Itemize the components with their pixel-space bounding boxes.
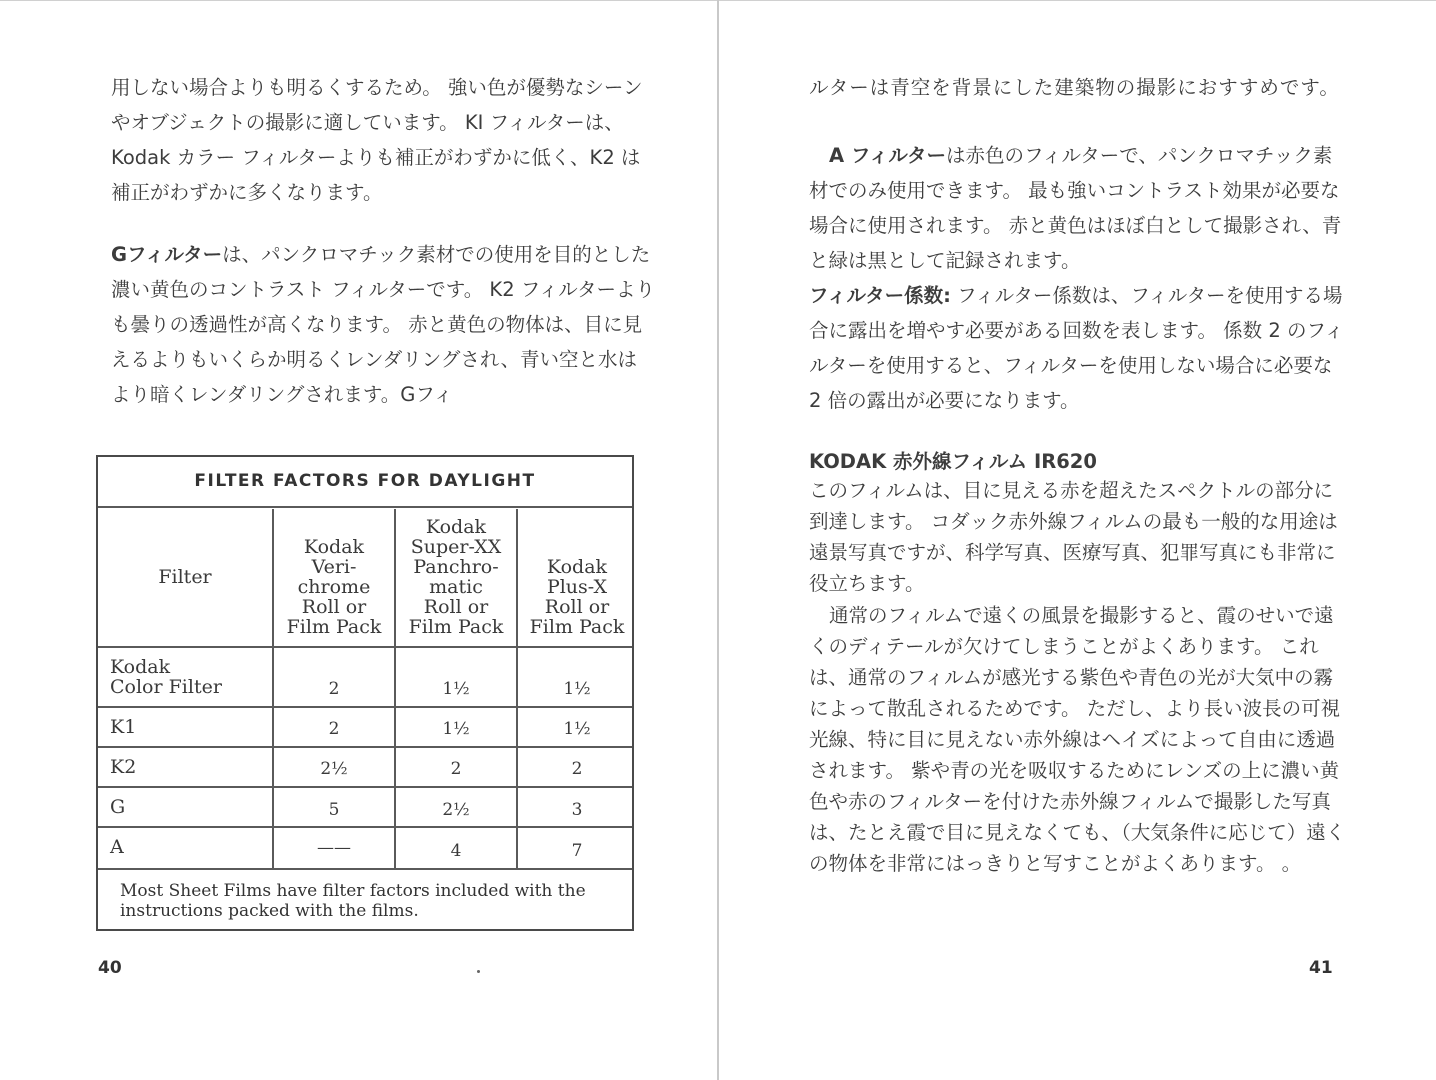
table-cell: 5 xyxy=(328,800,340,820)
table-cell: 2 xyxy=(328,719,340,739)
table-cell: 2½ xyxy=(442,800,470,820)
table-cell: 1½ xyxy=(563,679,591,699)
row-label: A xyxy=(110,836,124,858)
a-filter-text: は赤色のフィルターで、パンクロマチック素材でのみ使用できます。 最も強いコントラスト効果が必要な場合に使用されます。 赤と黄色はほぼ白として撮影され、青と緑は黒として記録されます。 xyxy=(809,144,1342,272)
row-label: Kodak Color Filter xyxy=(110,656,222,698)
header-plus-x: Kodak Plus-X Roll or Film Pack xyxy=(529,556,625,638)
g-filter-text: は、パンクロマチック素材での使用を目的とした濃い黄色のコントラスト フィルターです。 K2 フィルターよりも曇りの透過性が高くなります。 赤と黄色の物体は、目に見えるよりもいくらか明るくレンダリングされ、青い空と水はより暗くレンダリングされます。Gフィ xyxy=(111,243,655,406)
table-cell: 4 xyxy=(450,841,462,861)
right-paragraph-1: ルターは青空を背景にした建築物の撮影におすすめです。 xyxy=(809,76,1340,99)
right-paragraph-2 xyxy=(809,138,1349,278)
table-rule xyxy=(98,826,632,828)
header-filter: Filter xyxy=(158,566,212,588)
header-verichrome: Kodak Veri- chrome Roll or Film Pack xyxy=(286,536,382,638)
table-rule xyxy=(98,706,632,708)
table-rule xyxy=(98,646,632,648)
g-filter-term: Gフィルター xyxy=(111,243,223,266)
table-rule xyxy=(98,786,632,788)
filter-factor-term: フィルター係数: xyxy=(809,284,951,307)
right-paragraph-5: 通常のフィルムで遠くの風景を撮影すると、霞のせいで遠くのディテールが欠けてしまうことがよくあります。 これは、通常のフィルムが感光する紫色や青色の光が大気中の霧によって散乱されるためです。 ただし、より長い波長の可視光線、特に目に見えない赤外線はヘイズによって自由に透過されます。 紫や青の光を吸収するためにレンズの上に濃い黄色や赤のフィルターを付けた赤外線フィルムで撮影した写真は、たとえ霞で目に見えなくても、（大気条件に応じて）遠くの物体を非常にはっきりと写すことがよくあります。 。 xyxy=(809,604,1346,875)
table-rule xyxy=(98,868,632,870)
filter-factors-table xyxy=(96,455,634,931)
row-label: K2 xyxy=(110,756,137,778)
table-cell: 2½ xyxy=(320,759,348,779)
left-paragraph-2 xyxy=(111,237,656,412)
page-speck xyxy=(477,970,480,973)
page-number-left: 40 xyxy=(98,958,122,978)
table-title: FILTER FACTORS FOR DAYLIGHT xyxy=(194,471,536,491)
row-label: K1 xyxy=(110,716,137,738)
table-cell: 1½ xyxy=(442,719,470,739)
table-cell: 2 xyxy=(450,759,462,779)
right-page xyxy=(719,0,1436,1080)
left-page xyxy=(0,0,717,1080)
header-super-xx: Kodak Super-XX Panchro- matic Roll or Film Pack xyxy=(408,516,504,638)
table-rule xyxy=(98,746,632,748)
table-footnote: Most Sheet Films have filter factors included with the instructions packed with the films. xyxy=(120,881,586,921)
table-cell: 2 xyxy=(571,759,583,779)
page-number-right: 41 xyxy=(1309,958,1333,978)
section-heading: KODAK 赤外線フィルム IR620 xyxy=(809,450,1097,473)
table-cell: —— xyxy=(317,838,351,858)
filter-factor-text: フィルター係数は、フィルターを使用する場合に露出を増やす必要がある回数を表します。 係数 2 のフィルターを使用すると、フィルターを使用しない場合に必要な 2 倍の露出が必要になります。 xyxy=(809,284,1344,412)
table-cell: 2 xyxy=(328,679,340,699)
a-filter-term: A フィルター xyxy=(829,144,947,167)
table-cell: 3 xyxy=(571,800,583,820)
right-paragraph-4: このフィルムは、目に見える赤を超えたスペクトルの部分に到達します。 コダック赤外線フィルムの最も一般的な用途は遠景写真ですが、科学写真、医療写真、犯罪写真にも非常に役立ちます。 xyxy=(809,479,1338,595)
row-label: G xyxy=(110,796,126,818)
left-paragraph-1: 用しない場合よりも明るくするため。 強い色が優勢なシーンやオブジェクトの撮影に適しています。 KI フィルターは、Kodak カラー フィルターよりも補正がわずかに低く、K2 は補正がわずかに多くなります。 xyxy=(111,76,643,204)
table-cell: 7 xyxy=(571,841,583,861)
right-paragraph-3 xyxy=(809,278,1349,418)
table-cell: 1½ xyxy=(563,719,591,739)
table-cell: 1½ xyxy=(442,679,470,699)
table-rule xyxy=(98,506,632,508)
